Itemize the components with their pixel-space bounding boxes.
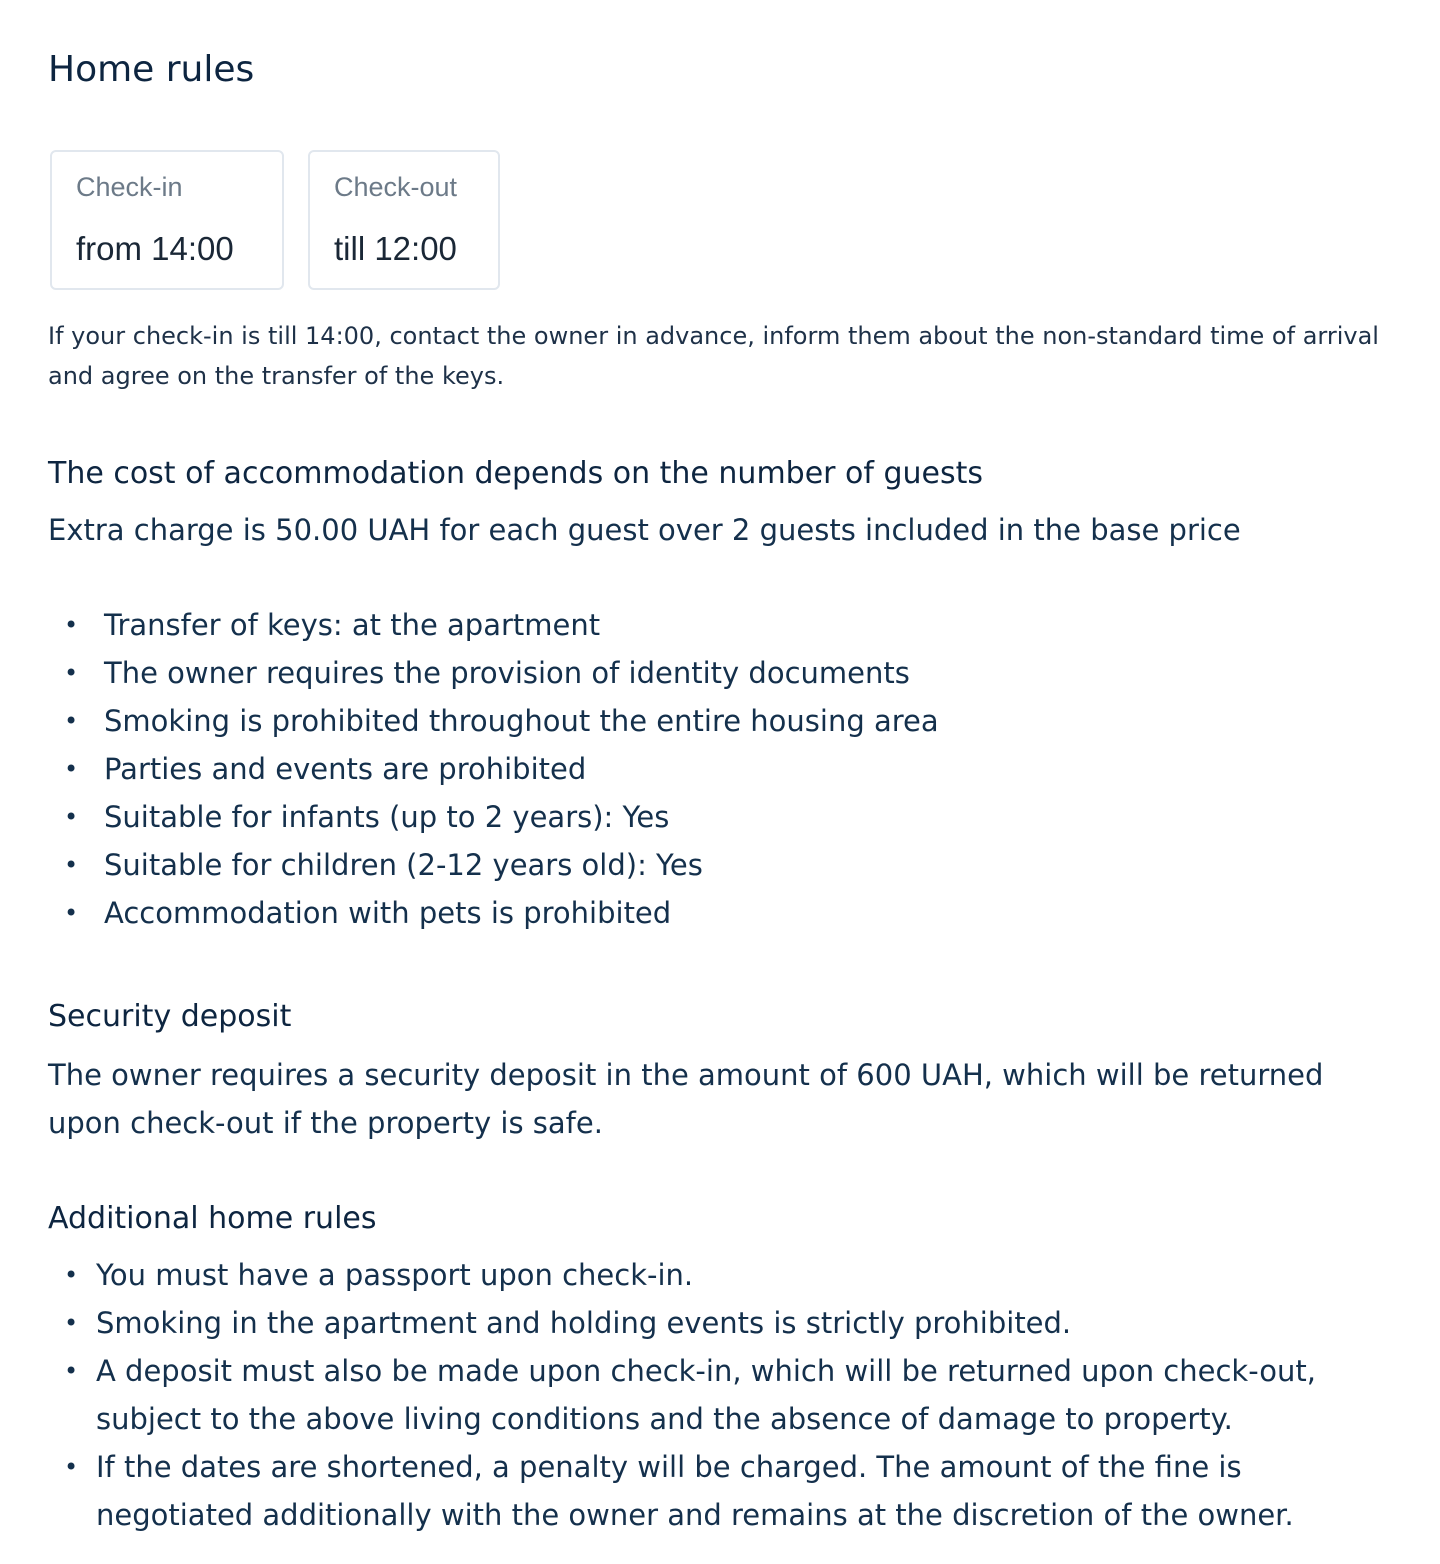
list-item — [48, 1251, 1392, 1299]
checkin-note: If your check-in is till 14:00, contact the owner in advance, inform them about the non-standard time of arrival and agree on the transfer of the keys. — [48, 322, 1379, 390]
bullet-icon: • — [64, 659, 79, 687]
bullet-icon: • — [64, 707, 79, 735]
checkout-label: Check-out — [334, 172, 458, 202]
extra-charge-text: Extra charge is 50.00 UAH for each guest over 2 guests included in the base price — [48, 513, 1241, 547]
rules-list — [48, 601, 1392, 937]
bullet-icon: • — [64, 803, 79, 831]
checkout-value: till 12:00 — [334, 230, 457, 267]
rule-text: Parties and events are prohibited — [104, 752, 587, 786]
rule-text: Suitable for infants (up to 2 years): Yes — [104, 800, 670, 834]
rule-text: Smoking is prohibited throughout the entire housing area — [104, 704, 939, 738]
bullet-icon: • — [64, 1309, 79, 1337]
bullet-icon: • — [64, 1261, 79, 1289]
list-item — [48, 745, 1392, 793]
bullet-icon: • — [64, 755, 79, 783]
additional-rule-text: A deposit must also be made upon check-in, which will be returned upon check-out, subject to the above living conditions and the absence of damage to property. — [96, 1354, 1316, 1436]
list-item — [48, 1347, 1392, 1443]
additional-rules-list — [48, 1251, 1392, 1539]
additional-rule-text: Smoking in the apartment and holding events is strictly prohibited. — [96, 1306, 1072, 1340]
list-item — [48, 889, 1392, 937]
cost-section-title: The cost of accommodation depends on the number of guests — [48, 456, 984, 491]
list-item — [48, 697, 1392, 745]
bullet-icon: • — [64, 899, 79, 927]
list-item — [48, 649, 1392, 697]
checkout-card — [308, 150, 500, 290]
rule-text: The owner requires the provision of identity documents — [104, 656, 910, 690]
deposit-text: The owner requires a security deposit in the amount of 600 UAH, which will be returned upon check-out if the property is safe. — [48, 1058, 1324, 1140]
checkin-label: Check-in — [76, 172, 183, 202]
list-item — [48, 793, 1392, 841]
bullet-icon: • — [64, 1453, 79, 1481]
bullet-icon: • — [64, 1357, 79, 1385]
list-item — [48, 601, 1392, 649]
bullet-icon: • — [64, 851, 79, 879]
rule-text: Suitable for children (2-12 years old): Yes — [104, 848, 703, 882]
additional-rule-text: If the dates are shortened, a penalty will be charged. The amount of the fine is negotiated additionally with the owner and remains at the discretion of the owner. — [96, 1450, 1294, 1532]
deposit-section-title: Security deposit — [48, 999, 292, 1034]
checkin-value: from 14:00 — [76, 230, 234, 267]
page-title: Home rules — [48, 49, 255, 90]
list-item — [48, 1443, 1392, 1539]
checkin-card — [50, 150, 284, 290]
additional-rule-text: You must have a passport upon check-in. — [96, 1258, 694, 1292]
list-item — [48, 1299, 1392, 1347]
rule-text: Accommodation with pets is prohibited — [104, 896, 672, 930]
additional-rules-title: Additional home rules — [48, 1201, 377, 1236]
list-item — [48, 841, 1392, 889]
bullet-icon: • — [64, 611, 79, 639]
time-cards — [50, 150, 1392, 290]
rule-text: Transfer of keys: at the apartment — [104, 608, 601, 642]
